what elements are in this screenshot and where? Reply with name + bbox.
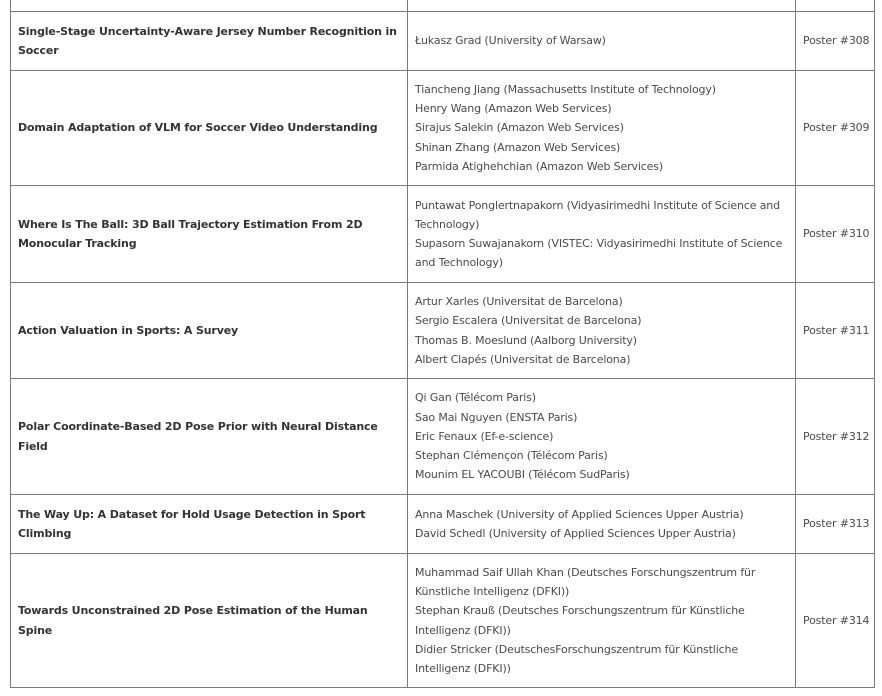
poster-number: Poster #314 <box>796 554 875 688</box>
table-row <box>11 283 875 379</box>
paper-title: Single-Stage Uncertainty-Aware Jersey Number Recognition in Soccer <box>11 12 408 71</box>
author-entry: Thomas B. Moeslund (Aalborg University) <box>415 333 637 347</box>
paper-title: Towards Unconstrained 2D Pose Estimation of the Human Spine <box>11 554 408 688</box>
paper-title: Polar Coordinate-Based 2D Pose Prior with Neural Distance Field <box>11 379 408 495</box>
author-entry: Shinan Zhang (Amazon Web Services) <box>415 140 621 154</box>
poster-number: Poster #308 <box>796 12 875 71</box>
table-row <box>11 379 875 495</box>
paper-title: The Way Up: A Dataset for Hold Usage Detection in Sport Climbing <box>11 495 408 554</box>
author-entry: Artur Xarles (Universitat de Barcelona) <box>415 295 623 309</box>
author-entry: Parmida Atighehchian (Amazon Web Services) <box>415 159 663 173</box>
poster-number: Poster #310 <box>796 186 875 283</box>
paper-authors <box>408 495 796 554</box>
author-entry: Sergio Escalera (Universitat de Barcelona) <box>415 314 642 328</box>
paper-title: Where Is The Ball: 3D Ball Trajectory Estimation From 2D Monocular Tracking <box>11 186 408 283</box>
paper-title <box>11 0 408 12</box>
author-entry: Henry Wang (Amazon Web Services) <box>415 102 612 116</box>
author-entry: Qi Gan (Télécom Paris) <box>415 391 536 405</box>
paper-authors <box>408 554 796 688</box>
paper-authors <box>408 283 796 379</box>
table-row <box>11 71 875 186</box>
paper-title: Domain Adaptation of VLM for Soccer Video Understanding <box>11 71 408 186</box>
table-row <box>11 495 875 554</box>
table-row <box>11 186 875 283</box>
poster-number: Poster #312 <box>796 379 875 495</box>
author-entry: Albert Clapés (Universitat de Barcelona) <box>415 352 631 366</box>
paper-authors <box>408 0 796 12</box>
author-entry: Mounim EL YACOUBI (Télécom SudParis) <box>415 468 630 482</box>
author-entry: Supasorn Suwajanakorn (VISTEC: Vidyasirimedhi Institute of Science and Technology) <box>415 237 783 270</box>
author-entry: Didier Stricker (DeutschesForschungszentrum für Künstliche Intelligenz (DFKI)) <box>415 642 738 675</box>
paper-title: Action Valuation in Sports: A Survey <box>11 283 408 379</box>
poster-schedule-table <box>10 0 875 688</box>
table-row <box>11 12 875 71</box>
author-entry: Stephan Krauß (Deutsches Forschungszentrum für Künstliche Intelligenz (DFKI)) <box>415 604 745 637</box>
paper-authors <box>408 379 796 495</box>
poster-number: Poster #313 <box>796 495 875 554</box>
paper-authors <box>408 12 796 71</box>
paper-authors <box>408 186 796 283</box>
poster-number: Poster #311 <box>796 283 875 379</box>
table-body <box>11 0 875 688</box>
poster-number <box>796 0 875 12</box>
paper-authors <box>408 71 796 186</box>
author-entry: David Schedl (University of Applied Sciences Upper Austria) <box>415 527 736 540</box>
author-entry: Łukasz Grad (University of Warsaw) <box>415 34 606 48</box>
author-entry: Puntawat Ponglertnapakorn (Vidyasirimedhi Institute of Science and Technology) <box>415 198 780 231</box>
author-entry: Tiancheng Jiang (Massachusetts Institute of Technology) <box>415 82 716 96</box>
table-row <box>11 554 875 688</box>
poster-number: Poster #309 <box>796 71 875 186</box>
author-entry: Muhammad Saif Ullah Khan (Deutsches Forschungszentrum für Künstliche Intelligenz (DFKI)) <box>415 565 756 599</box>
author-entry: Eric Fenaux (Ef-e-science) <box>415 429 554 443</box>
author-entry: Sao Mai Nguyen (ENSTA Paris) <box>415 410 578 424</box>
table-row <box>11 0 875 12</box>
author-entry: Anna Maschek (University of Applied Sciences Upper Austria) <box>415 507 744 521</box>
author-entry: Sirajus Salekin (Amazon Web Services) <box>415 121 624 135</box>
author-entry: Stephan Clémençon (Télécom Paris) <box>415 449 608 463</box>
